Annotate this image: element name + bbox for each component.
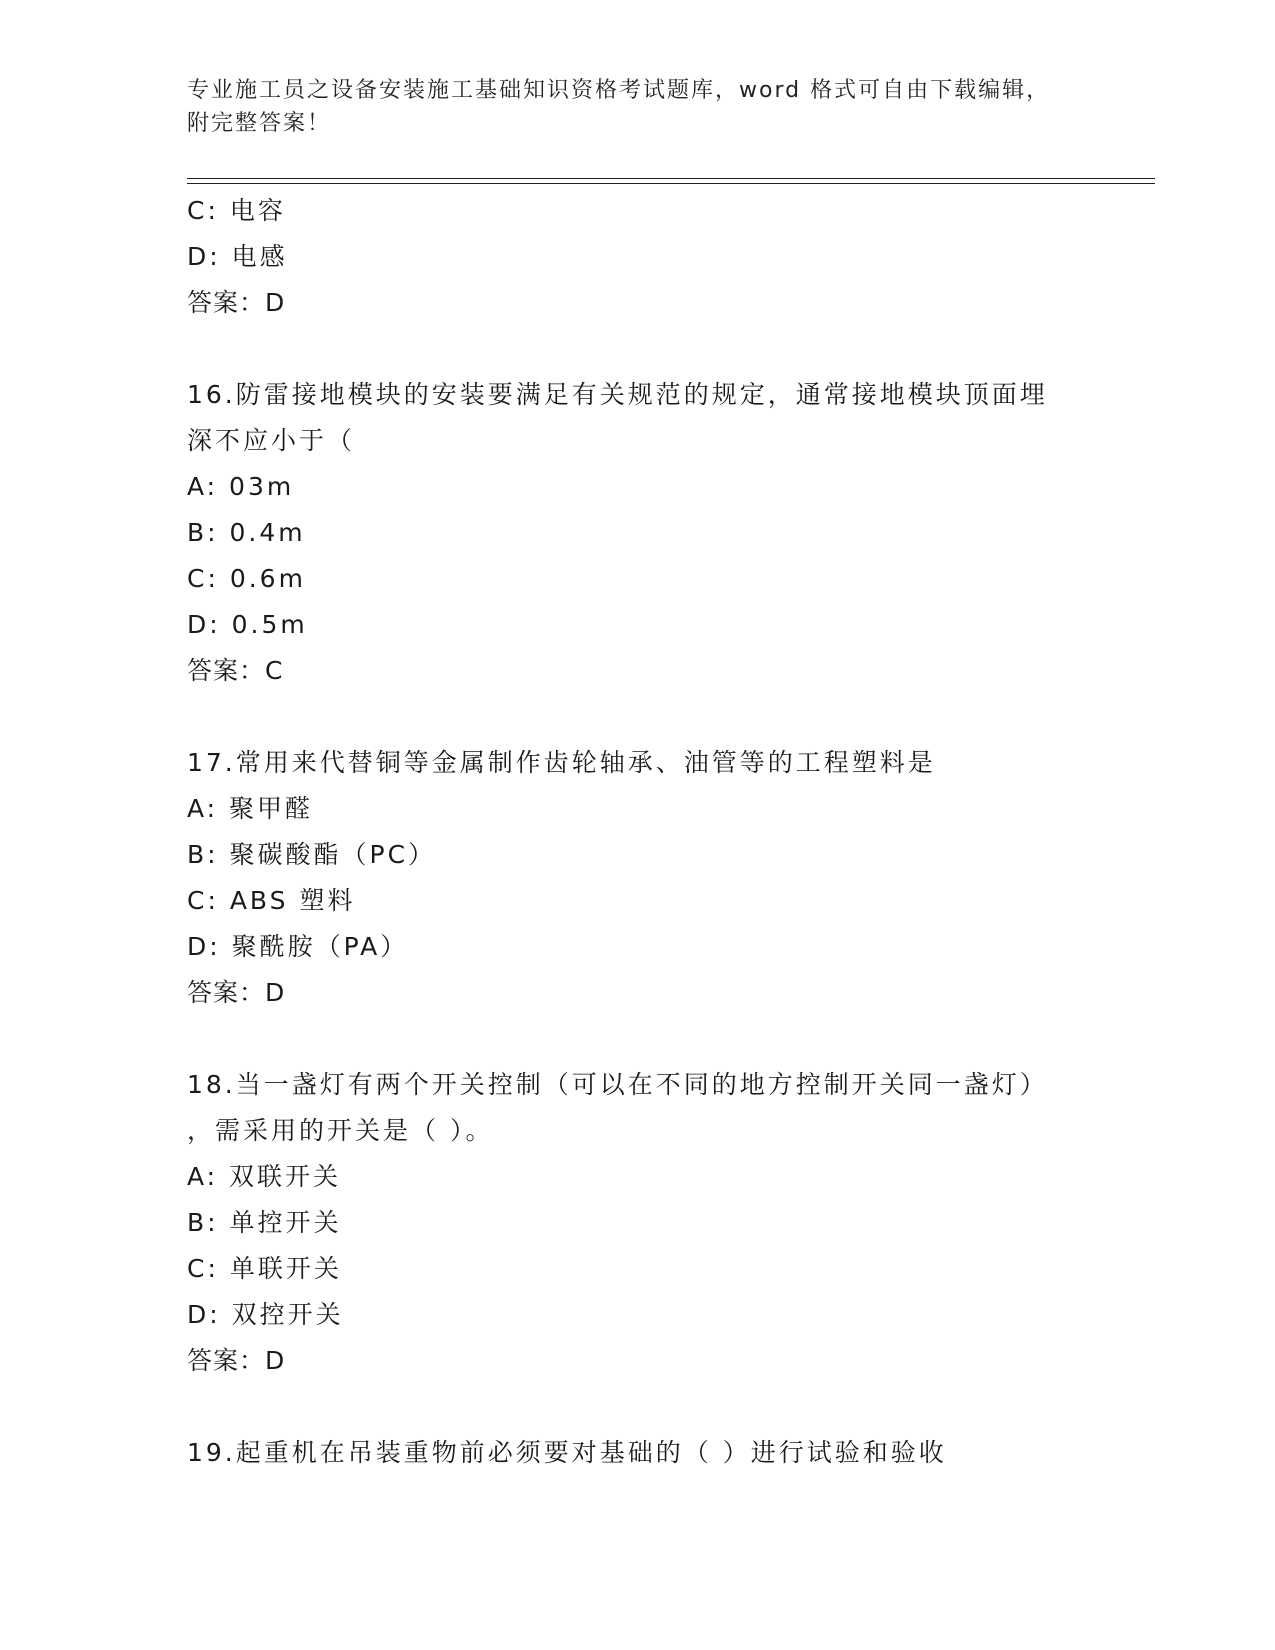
option-d: D: 聚酰胺（PA） (187, 932, 409, 961)
spacer (187, 694, 1147, 740)
option-b: B: 0.4m (187, 518, 306, 547)
question-text: 17.常用来代替铜等金属制作齿轮轴承、油管等的工程塑料是 (187, 748, 936, 777)
answer: 答案：D (187, 1346, 286, 1375)
option-a: A: 聚甲醛 (187, 794, 314, 823)
question-text-continued: 深不应小于（ (187, 426, 356, 455)
option-c: C: 0.6m (187, 564, 306, 593)
answer: 答案：D (187, 978, 286, 1007)
option-b: B: 单控开关 (187, 1208, 342, 1237)
question-15 (187, 188, 1147, 326)
document-header (187, 74, 1067, 140)
option-d: D: 双控开关 (187, 1300, 344, 1329)
option-d: D: 电感 (187, 242, 288, 271)
question-17 (187, 740, 1147, 1016)
header-title-line2: 附完整答案！ (187, 111, 332, 136)
option-b: B: 聚碳酸酯（PC） (187, 840, 437, 869)
option-c: C: 单联开关 (187, 1254, 342, 1283)
question-19 (187, 1430, 1147, 1476)
question-16 (187, 372, 1147, 694)
option-c: C: 电容 (187, 196, 286, 225)
spacer (187, 1016, 1147, 1062)
question-text: 19.起重机在吊装重物前必须要对基础的（ ）进行试验和验收 (187, 1438, 947, 1467)
option-a: A: 双联开关 (187, 1162, 342, 1191)
question-list (187, 188, 1147, 1476)
spacer (187, 1384, 1147, 1430)
header-divider-bottom (187, 183, 1155, 184)
question-text-continued: ，需采用的开关是（ ）。 (187, 1116, 494, 1145)
option-c: C: ABS 塑料 (187, 886, 356, 915)
answer: 答案：D (187, 288, 286, 317)
answer: 答案：C (187, 656, 284, 685)
question-18 (187, 1062, 1147, 1384)
spacer (187, 326, 1147, 372)
header-divider-top (187, 178, 1155, 179)
question-text: 16.防雷接地模块的安装要满足有关规范的规定，通常接地模块顶面埋 (187, 380, 1048, 409)
option-a: A: 03m (187, 472, 295, 501)
header-title-line1: 专业施工员之设备安装施工基础知识资格考试题库，word 格式可自由下载编辑， (187, 78, 1051, 103)
question-text: 18.当一盏灯有两个开关控制（可以在不同的地方控制开关同一盏灯） (187, 1070, 1048, 1099)
option-d: D: 0.5m (187, 610, 308, 639)
